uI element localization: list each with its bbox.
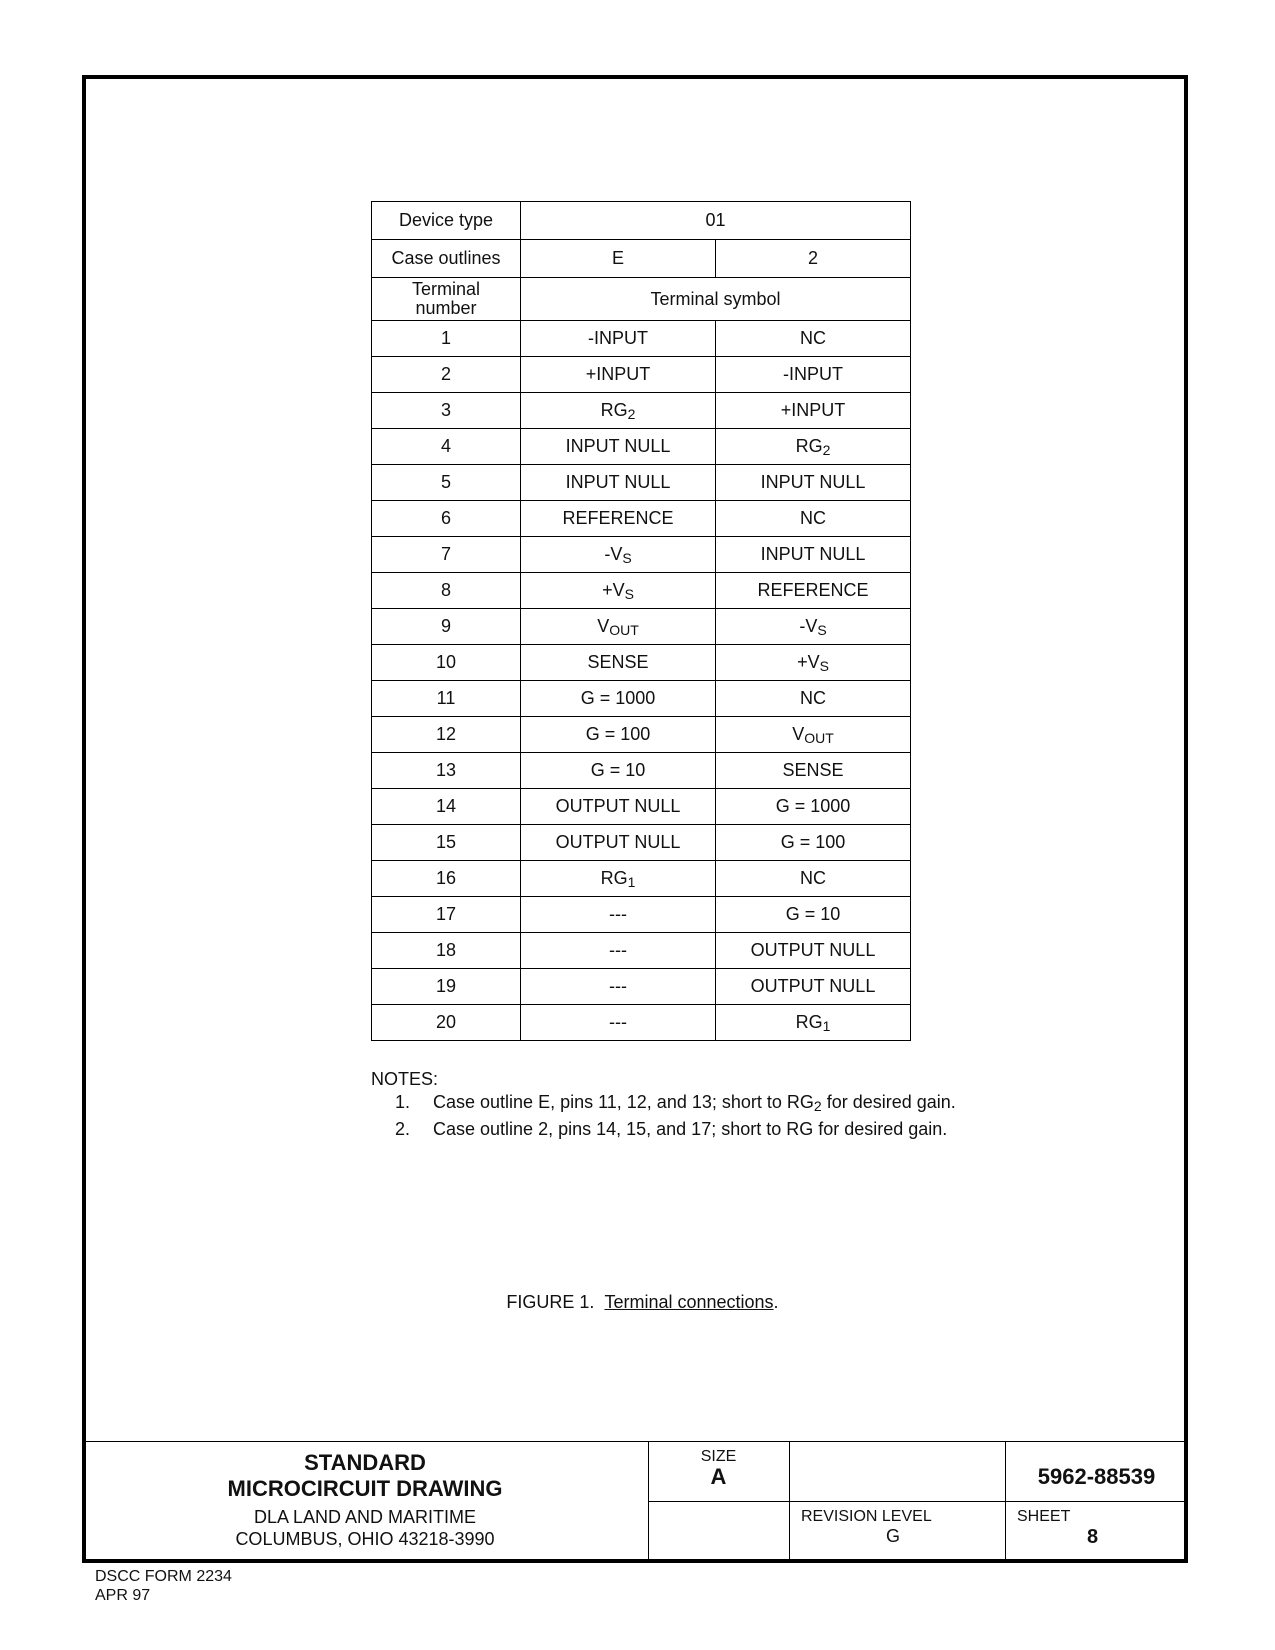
note-text-main: Case outline E, pins 11, 12, and 13; short to RG: [433, 1092, 814, 1112]
table-row: [372, 969, 911, 1005]
symbol-case-e-text: RG: [600, 399, 628, 420]
symbol-case-e: [521, 501, 716, 537]
standard-title: [82, 1450, 648, 1502]
symbol-case-e-subscript: 1: [627, 873, 636, 890]
sheet-cell: [1017, 1508, 1188, 1549]
symbol-case-e-text: V: [597, 615, 610, 636]
terminal-number-label-line2: number: [415, 298, 477, 318]
terminal-number: [372, 573, 521, 609]
terminal-number: [372, 357, 521, 393]
symbol-case-2: [716, 321, 911, 357]
note-number: 2.: [394, 1119, 410, 1139]
symbol-case-e: [521, 465, 716, 501]
terminal-number-text: 11: [436, 688, 456, 708]
terminal-number: [372, 321, 521, 357]
size-cell: [648, 1448, 789, 1488]
table-row: [372, 753, 911, 789]
terminal-number: [372, 609, 521, 645]
table-row: [372, 681, 911, 717]
symbol-case-2-text: G = 100: [780, 832, 846, 852]
terminal-symbol-label: Terminal symbol: [521, 278, 911, 321]
symbol-case-2-text: INPUT NULL: [760, 472, 866, 492]
symbol-case-2: [716, 393, 911, 429]
table-header-terminal: [372, 278, 911, 321]
title-block: [82, 1441, 1188, 1561]
symbol-case-2-text: NC: [800, 508, 826, 528]
symbol-case-2: [716, 897, 911, 933]
symbol-case-2: [716, 861, 911, 897]
symbol-case-e-text: SENSE: [587, 652, 649, 672]
symbol-case-e-text: G = 100: [585, 724, 651, 744]
symbol-case-e: [521, 321, 716, 357]
table-row: [372, 609, 911, 645]
symbol-case-2-text: V: [792, 723, 805, 744]
terminal-number-text: 14: [435, 796, 457, 816]
symbol-case-e: [521, 861, 716, 897]
symbol-case-2: [716, 501, 911, 537]
symbol-case-e: [521, 537, 716, 573]
symbol-case-2-text: +INPUT: [780, 400, 846, 420]
symbol-case-2-text: RG: [795, 1011, 823, 1032]
revision-label: REVISION LEVEL: [801, 1508, 932, 1525]
revision-cell: [801, 1508, 1005, 1547]
table-row: [372, 321, 911, 357]
terminal-number: [372, 753, 521, 789]
table-header-device-type: [372, 202, 911, 240]
symbol-case-e-text: G = 1000: [580, 688, 656, 708]
table-row: [372, 357, 911, 393]
symbol-case-2-subscript: 2: [822, 441, 831, 458]
table-row: [372, 825, 911, 861]
terminal-number: [372, 501, 521, 537]
terminal-number-label-line1: Terminal: [411, 279, 481, 299]
terminal-number-text: 3: [441, 400, 452, 420]
symbol-case-e-text: INPUT NULL: [565, 472, 671, 492]
symbol-case-2: [716, 1005, 911, 1041]
symbol-case-e: [521, 897, 716, 933]
figure-title: Terminal connections: [604, 1292, 774, 1312]
table-row: [372, 537, 911, 573]
symbol-case-e-text: OUTPUT NULL: [555, 796, 681, 816]
symbol-case-2: [716, 357, 911, 393]
symbol-case-2: [716, 645, 911, 681]
note-text: [433, 1091, 956, 1118]
symbol-case-e: [521, 825, 716, 861]
symbol-case-e: [521, 573, 716, 609]
title-block-agency: [82, 1442, 648, 1561]
symbol-case-e: [521, 393, 716, 429]
terminal-number-text: 13: [435, 760, 457, 780]
notes-heading: NOTES:: [371, 1069, 439, 1089]
symbol-case-2: [716, 537, 911, 573]
terminal-number-text: 4: [441, 436, 452, 456]
terminal-number: [372, 1005, 521, 1041]
terminal-number-text: 19: [435, 976, 457, 996]
device-type-label: Device type: [372, 202, 521, 240]
symbol-case-2-text: G = 1000: [775, 796, 851, 816]
terminal-number: [372, 537, 521, 573]
symbol-case-e-text: G = 10: [590, 760, 646, 780]
table-row: [372, 717, 911, 753]
terminal-number-text: 6: [441, 508, 452, 528]
symbol-case-2: [716, 465, 911, 501]
terminal-number-text: 12: [435, 724, 457, 744]
size-value: A: [710, 1464, 727, 1489]
table-row: [372, 861, 911, 897]
symbol-case-2-text: NC: [800, 688, 826, 708]
symbol-case-e: [521, 933, 716, 969]
symbol-case-2-text: NC: [800, 328, 826, 348]
terminal-number: [372, 897, 521, 933]
symbol-case-e-text: -INPUT: [588, 328, 648, 348]
terminal-number-text: 7: [441, 544, 452, 564]
symbol-case-2: [716, 753, 911, 789]
symbol-case-2: [716, 609, 911, 645]
symbol-case-2-subscript: OUT: [804, 729, 834, 746]
symbol-case-e-text: RG: [600, 867, 628, 888]
symbol-case-2-text: -INPUT: [783, 364, 843, 384]
note-subscript: 2: [813, 1098, 822, 1114]
terminal-number: [372, 465, 521, 501]
device-type-value: 01: [521, 202, 911, 240]
drawing-number: 5962-88539: [1037, 1464, 1156, 1489]
terminal-number: [372, 861, 521, 897]
terminal-number-text: 10: [435, 652, 457, 672]
figure-title-period: .: [773, 1292, 779, 1312]
revision-value: G: [885, 1526, 900, 1546]
case-outline-2: 2: [716, 240, 911, 278]
symbol-case-e-text: ---: [609, 1012, 627, 1032]
terminal-number-text: 18: [435, 940, 457, 960]
table-row: [372, 897, 911, 933]
symbol-case-e: [521, 717, 716, 753]
terminal-number: [372, 933, 521, 969]
terminal-number-text: 2: [441, 364, 452, 384]
size-label: SIZE: [700, 1448, 737, 1465]
symbol-case-2-text: INPUT NULL: [760, 544, 866, 564]
symbol-case-2: [716, 933, 911, 969]
terminal-number-text: 5: [441, 472, 452, 492]
divider: [648, 1501, 1188, 1502]
symbol-case-2: [716, 789, 911, 825]
table-row: [372, 789, 911, 825]
case-outlines-label: Case outlines: [372, 240, 521, 278]
symbol-case-e: [521, 753, 716, 789]
notes-section: [371, 1068, 956, 1141]
symbol-case-2-text: OUTPUT NULL: [750, 976, 876, 996]
symbol-case-2-text: NC: [800, 868, 826, 888]
symbol-case-e: [521, 357, 716, 393]
figure-label: FIGURE 1.: [506, 1292, 595, 1312]
note-text-tail: for desired gain.: [821, 1092, 956, 1112]
symbol-case-e: [521, 645, 716, 681]
terminal-number-text: 16: [435, 868, 457, 888]
symbol-case-2: [716, 429, 911, 465]
form-footer: [95, 1567, 232, 1605]
symbol-case-e-text: +V: [602, 579, 625, 600]
terminal-number: [372, 825, 521, 861]
terminal-number-text: 8: [441, 580, 452, 600]
symbol-case-2: [716, 825, 911, 861]
symbol-case-e-text: +INPUT: [585, 364, 651, 384]
symbol-case-e-text: -V: [604, 543, 623, 564]
figure-caption: [0, 1292, 1275, 1313]
sheet-value: 8: [1086, 1526, 1099, 1548]
terminal-connections-table: [371, 201, 911, 1041]
note-item: [371, 1091, 956, 1118]
symbol-case-e-subscript: S: [622, 549, 632, 566]
symbol-case-2-text: REFERENCE: [757, 580, 869, 600]
symbol-case-e-text: ---: [609, 976, 627, 996]
terminal-number: [372, 717, 521, 753]
table-row: [372, 429, 911, 465]
symbol-case-e: [521, 789, 716, 825]
terminal-number: [372, 969, 521, 1005]
standard-title-line2: MICROCIRCUIT DRAWING: [227, 1476, 503, 1501]
table-row: [372, 501, 911, 537]
symbol-case-e-subscript: 2: [627, 405, 636, 422]
sheet-label: SHEET: [1017, 1508, 1071, 1525]
terminal-number-text: 15: [435, 832, 457, 852]
table-header-case-outlines: [372, 240, 911, 278]
note-text: Case outline 2, pins 14, 15, and 17; short to RG for desired gain.: [433, 1119, 948, 1139]
symbol-case-e-text: OUTPUT NULL: [555, 832, 681, 852]
symbol-case-e-subscript: OUT: [609, 621, 639, 638]
table-row: [372, 393, 911, 429]
symbol-case-2: [716, 573, 911, 609]
symbol-case-2-subscript: S: [819, 657, 829, 674]
symbol-case-2-subscript: S: [817, 621, 827, 638]
terminal-number: [372, 789, 521, 825]
symbol-case-e-text: INPUT NULL: [565, 436, 671, 456]
symbol-case-2-text: +V: [797, 651, 820, 672]
terminal-number: [372, 393, 521, 429]
symbol-case-e: [521, 609, 716, 645]
agency-city: COLUMBUS, OHIO 43218-3990: [235, 1529, 495, 1549]
terminal-number: [372, 429, 521, 465]
symbol-case-2-text: G = 10: [785, 904, 841, 924]
table-row: [372, 573, 911, 609]
symbol-case-e-text: ---: [609, 904, 627, 924]
symbol-case-2: [716, 969, 911, 1005]
case-outline-e: E: [521, 240, 716, 278]
terminal-number-text: 20: [435, 1012, 457, 1032]
symbol-case-e-text: ---: [609, 940, 627, 960]
agency-address: [82, 1506, 648, 1550]
note-number: 1.: [394, 1092, 410, 1112]
symbol-case-e: [521, 681, 716, 717]
terminal-number-text: 1: [441, 328, 452, 348]
terminal-number-text: 9: [441, 616, 452, 636]
symbol-case-e: [521, 969, 716, 1005]
symbol-case-e-text: REFERENCE: [562, 508, 674, 528]
symbol-case-2: [716, 717, 911, 753]
symbol-case-e-subscript: S: [624, 585, 634, 602]
table-row: [372, 933, 911, 969]
note-item: [371, 1118, 956, 1141]
terminal-number: [372, 681, 521, 717]
form-number: DSCC FORM 2234: [95, 1568, 232, 1585]
symbol-case-2-subscript: 1: [822, 1017, 831, 1034]
form-date: APR 97: [95, 1587, 151, 1604]
terminal-number: [372, 645, 521, 681]
symbol-case-2: [716, 681, 911, 717]
table-row: [372, 645, 911, 681]
symbol-case-2-text: SENSE: [782, 760, 844, 780]
symbol-case-e: [521, 429, 716, 465]
symbol-case-e: [521, 1005, 716, 1041]
table-row: [372, 1005, 911, 1041]
table-row: [372, 465, 911, 501]
agency-name: DLA LAND AND MARITIME: [253, 1507, 477, 1527]
symbol-case-2-text: RG: [795, 435, 823, 456]
terminal-number-label: [372, 278, 521, 321]
symbol-case-2-text: -V: [799, 615, 818, 636]
terminal-number-text: 17: [435, 904, 457, 924]
symbol-case-2-text: OUTPUT NULL: [750, 940, 876, 960]
standard-title-line1: STANDARD: [304, 1450, 426, 1475]
